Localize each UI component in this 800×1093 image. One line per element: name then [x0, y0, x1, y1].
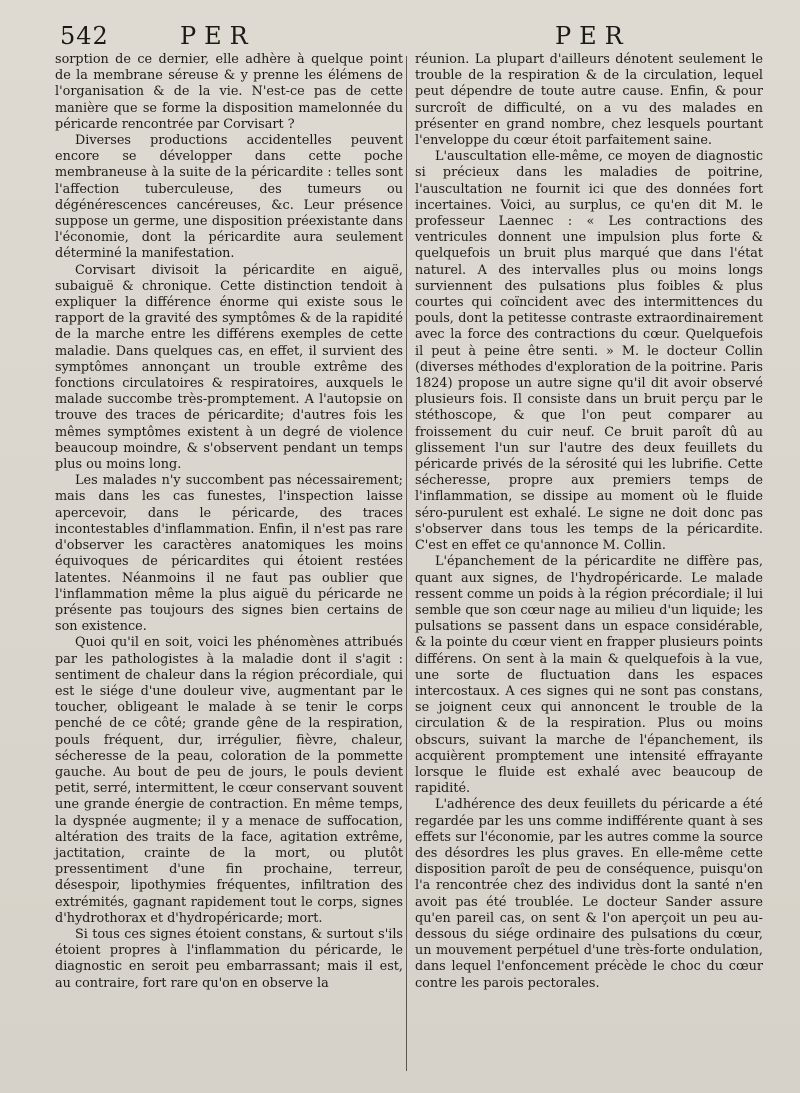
left-column: [55, 52, 403, 992]
paragraph: Les malades n'y succombent pas nécessairement; mais dans les cas funestes, l'inspection laisse apercevoir, dans le péricarde, des traces incontestables d'inflammation. Enfin, il n'est pas rare d'observer les caractères anatomiques les moins équivoques de péricardites qui étoient restées latentes. Néanmoins il ne faut pas oublier que l'inflammation même la plus aiguë du péricarde ne présente pas toujours des signes bien certains de son existence.: [55, 473, 403, 635]
paragraph: sorption de ce dernier, elle adhère à quelque point de la membrane séreuse & y prenne les élémens de l'organisation & de la vie. N'est-ce pas de cette manière que se forme la disposition mamelonnée du péricarde rencontrée par Corvisart ?: [55, 52, 403, 132]
paragraph: Si tous ces signes étoient constans, & surtout s'ils étoient propres à l'inflammation du péricarde, le diagnostic en seroit peu embarrassant; mais il est, au contraire, fort rare qu'on en observe la: [55, 926, 403, 991]
paragraph: L'adhérence des deux feuillets du péricarde a été regardée par les uns comme indifférente quant à ses effets sur l'économie, par les autres comme la source des désordres les plus graves. En elle-même cette disposition paroît de peu de conséquence, puisqu'on l'a rencontrée chez des individus dont la santé n'en avoit pas été troublée. Le docteur Sander assure qu'en pareil cas, on sent & l'on aperçoit un peu au-dessous du siége ordinaire des pulsations du cœur, un mouvement perpétuel d'une très-forte ondulation, dans lequel l'enfoncement précède le choc du cœur contre les parois pectorales.: [415, 797, 763, 991]
right-column: [415, 52, 763, 992]
paragraph: Corvisart divisoit la péricardite en aiguë, subaiguë & chronique. Cette distinction tendoit à expliquer la différence énorme qui existe sous le rapport de la gravité des symptômes & de la rapidité de la marche entre les différens exemples de cette maladie. Dans quelques cas, en effet, il survient des symptômes annonçant un trouble extrême des fonctions circulatoires & respiratoires, auxquels le malade succombe très-promptement. A l'autopsie on trouve des traces de péricardite; d'autres fois les mêmes symptômes existent à un degré de violence beaucoup moindre, & s'observent pendant un temps plus ou moins long.: [55, 262, 403, 473]
paragraph: Quoi qu'il en soit, voici les phénomènes attribués par les pathologistes à la maladie dont il s'agit : sentiment de chaleur dans la région précordiale, qui est le siége d'une douleur vive, augmentant par le toucher, obligeant le malade à se tenir le corps penché de ce côté; grande gêne de la respiration, pouls fréquent, dur, irrégulier, fièvre, chaleur, sécheresse de la peau, coloration de la pommette gauche. Au bout de peu de jours, le pouls devient petit, serré, intermittent, le cœur conservant souvent une grande énergie de contraction. En même temps, la dyspnée augmente; il y a menace de suffocation, altération des traits de la face, agitation extrême, jactitation, crainte de la mort, ou plutôt pressentiment d'une fin prochaine, terreur, désespoir, lipothymies fréquentes, infiltration des extrémités, gagnant rapidement tout le corps, signes d'hydrothorax et d'hydropéricarde; mort.: [55, 635, 403, 926]
paragraph: réunion. La plupart d'ailleurs dénotent seulement le trouble de la respiration & de la circulation, lequel peut dépendre de toute autre cause. Enfin, & pour surcroît de difficulté, on a vu des malades en présenter en grand nombre, chez lesquels pourtant l'enveloppe du cœur étoit parfaitement saine.: [415, 52, 763, 149]
page-header: [0, 18, 800, 56]
page-number: 542: [60, 22, 109, 50]
paragraph: Diverses productions accidentelles peuvent encore se développer dans cette poche membraneuse à la suite de la péricardite : telles sont l'affection tuberculeuse, des tumeurs ou dégénérescences cancéreuses, &c. Leur présence suppose un germe, une disposition préexistante dans l'économie, dont la péricardite aura seulement déterminé la manifestation.: [55, 133, 403, 262]
column-divider: [406, 56, 407, 1071]
running-head-right: PER: [555, 22, 631, 50]
running-head-left: PER: [180, 22, 256, 50]
paragraph: L'épanchement de la péricardite ne diffère pas, quant aux signes, de l'hydropéricarde. Le malade ressent comme un poids à la région précordiale; il lui semble que son cœur nage au milieu d'un liquide; les pulsations se passent dans un espace considérable, & la pointe du cœur vient en frapper plusieurs points différens. On sent à la main & quelquefois à la vue, une sorte de fluctuation dans les espaces intercostaux. A ces signes qui ne sont pas constans, se joignent ceux qui annoncent le trouble de la circulation & de la respiration. Plus ou moins obscurs, suivant la marche de l'épanchement, ils acquièrent promptement une intensité effrayante lorsque le fluide est exhalé avec beaucoup de rapidité.: [415, 554, 763, 797]
paragraph: L'auscultation elle-même, ce moyen de diagnostic si précieux dans les maladies de poitrine, l'auscultation ne fournit ici que des données fort incertaines. Voici, au surplus, ce qu'en dit M. le professeur Laennec : « Les contractions des ventricules donnent une impulsion plus forte & quelquefois un bruit plus marqué que dans l'état naturel. A des intervalles plus ou moins longs surviennent des pulsations plus foibles & plus courtes qui coïncident avec des intermittences du pouls, dont la petitesse contraste extraordinairement avec la force des contractions du cœur. Quelquefois il peut à peine être senti. » M. le docteur Collin (diverses méthodes d'exploration de la poitrine. Paris 1824) propose un autre signe qu'il dit avoir observé plusieurs fois. Il consiste dans un bruit perçu par le stéthoscope, & que l'on peut comparer au froissement du cuir neuf. Ce bruit paroît dû au glissement l'un sur l'autre des deux feuillets du péricarde privés de la sérosité qui les lubrifie. Cette sécheresse, propre aux premiers temps de l'inflammation, se dissipe au moment où le fluide séro-purulent est exhalé. Le signe ne doit donc pas s'observer dans tous les temps de la péricardite. C'est en effet ce qu'annonce M. Collin.: [415, 149, 763, 554]
